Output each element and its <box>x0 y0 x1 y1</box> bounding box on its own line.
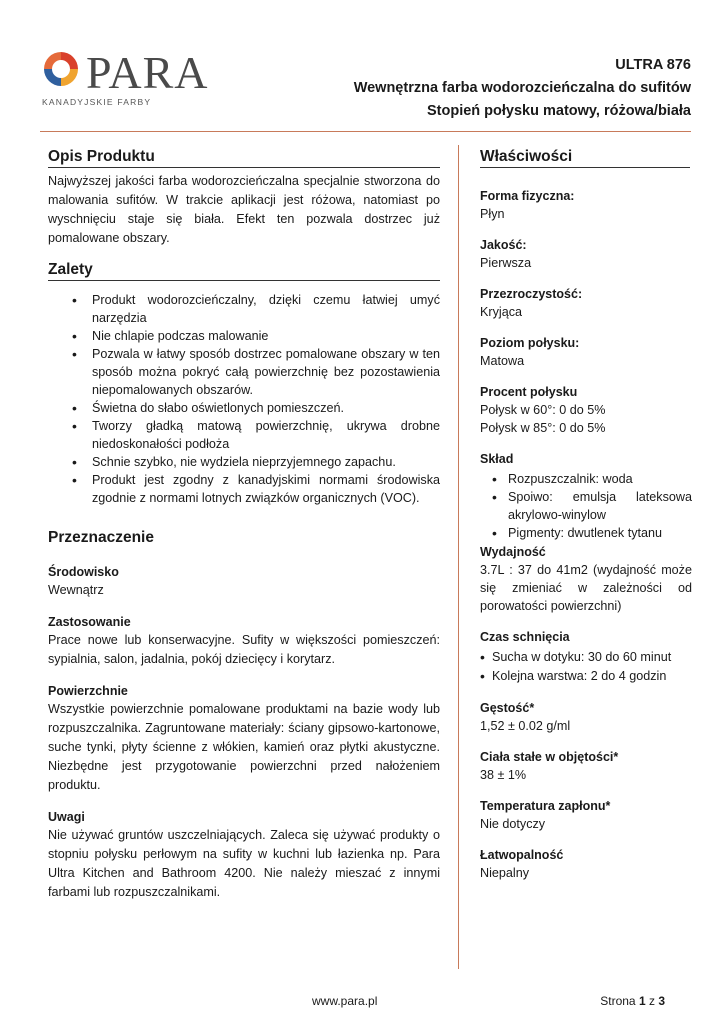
footer-page-number <box>600 994 665 1008</box>
uwagi-value: Nie używać gruntów uszczelniających. Zaleca się używać produkty o stopniu połysku perłowym na sufity w kuchni lub łazienka np. Para Ultra Kitchen and Bathroom 4200. Nie należy mieszać z innymi farbami lub rozpuszczalnikami. <box>48 828 440 899</box>
powierzchnie-value: Wszystkie powierzchnie pomalowane produktami na bazie wody lub rozpuszczalnika. Zagruntowane materiały: ściany gipsowo-kartonowe, suche tynki, płyty ścienne z włókien, kamień oraz płytki akustyczne. Niezbędne jest przygotowanie powierzchni przed nałożeniem produktu. <box>48 702 440 792</box>
header-titles <box>354 54 691 123</box>
gestosc-value: 1,52 ± 0.02 g/ml <box>480 719 571 733</box>
list-item: • Schnie szybko, nie wydziela nieprzyjemnego zapachu. <box>48 453 440 471</box>
sklad-label: Skład <box>480 452 514 466</box>
sklad-list <box>480 470 692 542</box>
latwopalnosc-value: Niepalny <box>480 866 530 880</box>
section-title-wlasciwosci: Właściwości <box>480 148 690 168</box>
page-separator: z <box>648 994 655 1008</box>
zastosowanie-value: Prace nowe lub konserwacyjne. Sufity w większości pomieszczeń: sypialnia, salon, jadalnia, pokój dziecięcy i korytarz. <box>48 633 440 666</box>
polysk-60-value: Połysk w 60°: 0 do 5% <box>480 403 606 417</box>
opis-text: Najwyższej jakości farba wodorozcieńczalna specjalnie stworzona do malowania sufitów. W trakcie aplikacji jest różowa, natomiast po wyschnięciu staje się biała. Efekt ten pozwala dostrzec już pomalowane obszary. <box>48 174 440 245</box>
left-column <box>48 148 440 902</box>
gestosc-label: Gęstość* <box>480 701 535 715</box>
procent-polysku-label: Procent połysku <box>480 385 578 399</box>
footer-url-link[interactable]: www.para.pl <box>312 994 378 1008</box>
logo-wordmark: PARA <box>86 47 209 98</box>
przezroczystosc-value: Kryjąca <box>480 305 522 319</box>
temperatura-value: Nie dotyczy <box>480 817 546 831</box>
poziom-polysku-label: Poziom połysku: <box>480 336 580 350</box>
czas-schniecia-label: Czas schnięcia <box>480 630 570 644</box>
section-title-zalety: Zalety <box>48 261 440 281</box>
list-item: • Pigmenty: dwutlenek tytanu <box>480 524 692 542</box>
poziom-polysku-value: Matowa <box>480 354 525 368</box>
forma-label: Forma fizyczna: <box>480 189 575 203</box>
right-column <box>480 148 692 882</box>
list-item: • Kolejna warstwa: 2 do 4 godzin <box>480 667 692 686</box>
temperatura-label: Temperatura zapłonu* <box>480 799 611 813</box>
czas-schniecia-list <box>480 648 692 686</box>
polysk-85-value: Połysk w 85°: 0 do 5% <box>480 421 606 435</box>
header-divider <box>40 131 691 132</box>
logo-tagline: KANADYJSKIE FARBY <box>42 97 152 107</box>
product-subtitle: Stopień połysku matowy, różowa/biała <box>426 103 691 119</box>
list-item: • Nie chlapie podczas malowanie <box>48 327 440 345</box>
forma-value: Płyn <box>480 207 505 221</box>
section-title-przeznaczenie: Przeznaczenie <box>48 529 154 546</box>
srodowisko-label: Środowisko <box>48 565 119 579</box>
list-item: • Spoiwo: emulsja lateksowa akrylowo-winylow <box>480 488 692 524</box>
list-item: • Rozpuszczalnik: woda <box>480 470 692 488</box>
list-item: • Produkt wodorozcieńczalny, dzięki czemu łatwiej umyć narzędzia <box>48 291 440 327</box>
page-prefix: Strona <box>600 994 636 1008</box>
srodowisko-value: Wewnątrz <box>48 583 104 597</box>
page-total: 3 <box>658 994 665 1008</box>
para-logo <box>40 48 220 110</box>
latwopalnosc-label: Łatwopalność <box>480 848 564 862</box>
wydajnosc-value: 3.7L : 37 do 41m2 (wydajność może się zmieniać w zależności od porowatości powierzchni) <box>480 563 692 613</box>
uwagi-label: Uwagi <box>48 810 85 824</box>
para-logo-mark-icon <box>40 48 82 92</box>
product-title: Wewnętrzna farba wodorozcieńczalna do sufitów <box>353 80 691 96</box>
page-current: 1 <box>638 994 646 1008</box>
section-title-opis: Opis Produktu <box>48 148 440 168</box>
zastosowanie-label: Zastosowanie <box>48 615 131 629</box>
jakosc-value: Pierwsza <box>480 256 532 270</box>
list-item: • Tworzy gładką matową powierzchnię, ukrywa drobne niedoskonałości podłoża <box>48 417 440 453</box>
przezroczystosc-label: Przezroczystość: <box>480 287 583 301</box>
list-item: • Pozwala w łatwy sposób dostrzec pomalowane obszary w ten sposób można pokryć całą powierzchnię bez pozostawienia niepomalowanych obszarów. <box>48 345 440 399</box>
product-code: ULTRA 876 <box>615 57 691 73</box>
jakosc-label: Jakość: <box>480 238 527 252</box>
ciala-stale-label: Ciała stałe w objętości* <box>480 750 619 764</box>
column-divider <box>458 145 459 969</box>
list-item: • Sucha w dotyku: 30 do 60 minut <box>480 648 692 667</box>
wydajnosc-label: Wydajność <box>480 545 546 559</box>
powierzchnie-label: Powierzchnie <box>48 684 128 698</box>
zalety-list <box>48 291 440 507</box>
list-item: • Produkt jest zgodny z kanadyjskimi normami środowiska zgodnie z normami lotnych związków organicznych (VOC). <box>48 471 440 507</box>
ciala-stale-value: 38 ± 1% <box>480 768 527 782</box>
list-item: • Świetna do słabo oświetlonych pomieszczeń. <box>48 399 440 417</box>
